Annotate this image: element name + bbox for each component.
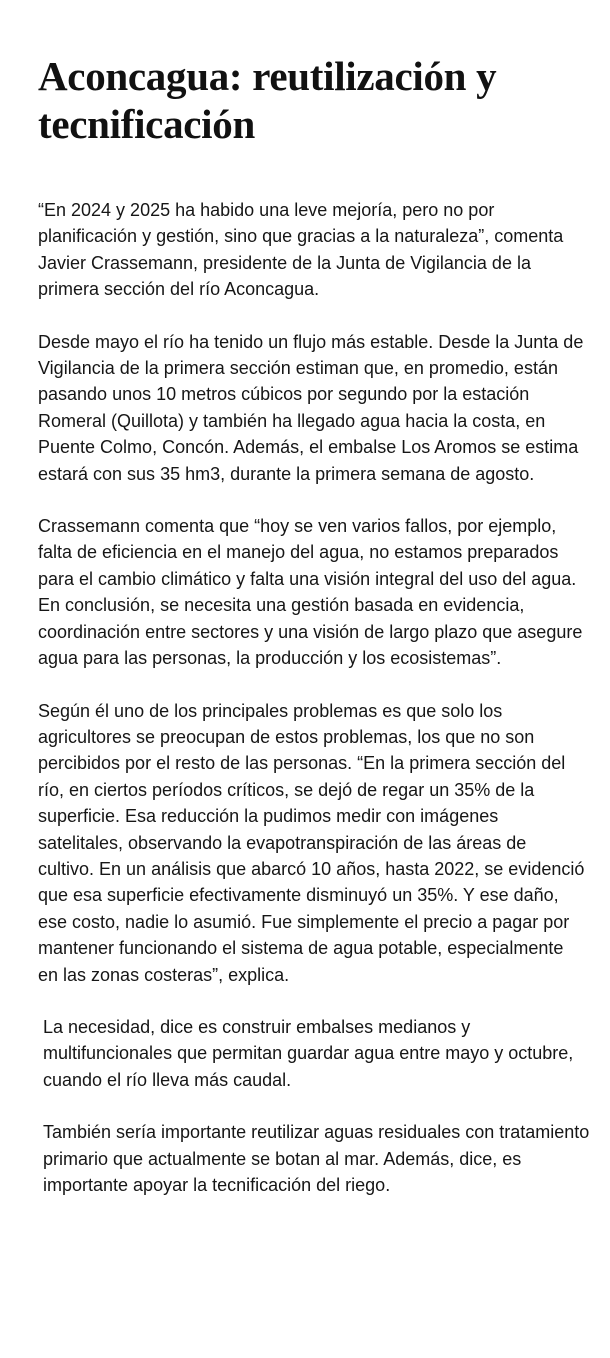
article-title: Aconcagua: reutilización y tecnificación: [38, 53, 497, 147]
article-paragraph: “En 2024 y 2025 ha habido una leve mejoría, pero no por planificación y gestión, sino que gracias a la naturaleza”, comenta Javier Crassemann, presidente de la Junta de Vigilancia de la primera sección del río Aconcagua.: [38, 200, 564, 300]
article-paragraph: Crassemann comenta que “hoy se ven varios fallos, por ejemplo, falta de eficiencia en el manejo del agua, no estamos preparados para el cambio climático y falta una visión integral del uso del agua. En conclusión, se necesita una gestión basada en evidencia, coordinación entre sectores y una visión de largo plazo que asegure agua para las personas, la producción y los ecosistemas”.: [38, 516, 583, 669]
article-paragraph: También sería importante reutilizar aguas residuales con tratamiento primario que actualmente se botan al mar. Además, dice, es importante apoyar la tecnificación del riego.: [43, 1122, 590, 1195]
article-paragraph: Desde mayo el río ha tenido un flujo más estable. Desde la Junta de Vigilancia de la primera sección estiman que, en promedio, están pasando unos 10 metros cúbicos por segundo por la estación Romeral (Quillota) y también ha llegado agua hacia la costa, en Puente Colmo, Concón. Además, el embalse Los Aromos se estima estará con sus 35 hm3, durante la primera semana de agosto.: [38, 331, 584, 484]
article-paragraph: Según él uno de los principales problemas es que solo los agricultores se preocupan de estos problemas, los que no son percibidos por el resto de las personas. “En la primera sección del río, en ciertos períodos críticos, se dejó de regar un 35% de la superficie. Esa reducción la pudimos medir con imágenes satelitales, observando la evapotranspiración de las áreas de cultivo. En un análisis que abarcó 10 años, hasta 2022, se evidenció que esa superficie efectivamente disminuyó un 35%. Y ese daño, ese costo, nadie lo asumió. Fue simplemente el precio a pagar por mantener funcionando el sistema de agua potable, especialmente en las zonas costeras”, explica.: [38, 700, 585, 985]
article-paragraph: La necesidad, dice es construir embalses medianos y multifuncionales que permitan guardar agua entre mayo y octubre, cuando el río lleva más caudal.: [43, 1016, 574, 1090]
article: [38, 52, 590, 1224]
